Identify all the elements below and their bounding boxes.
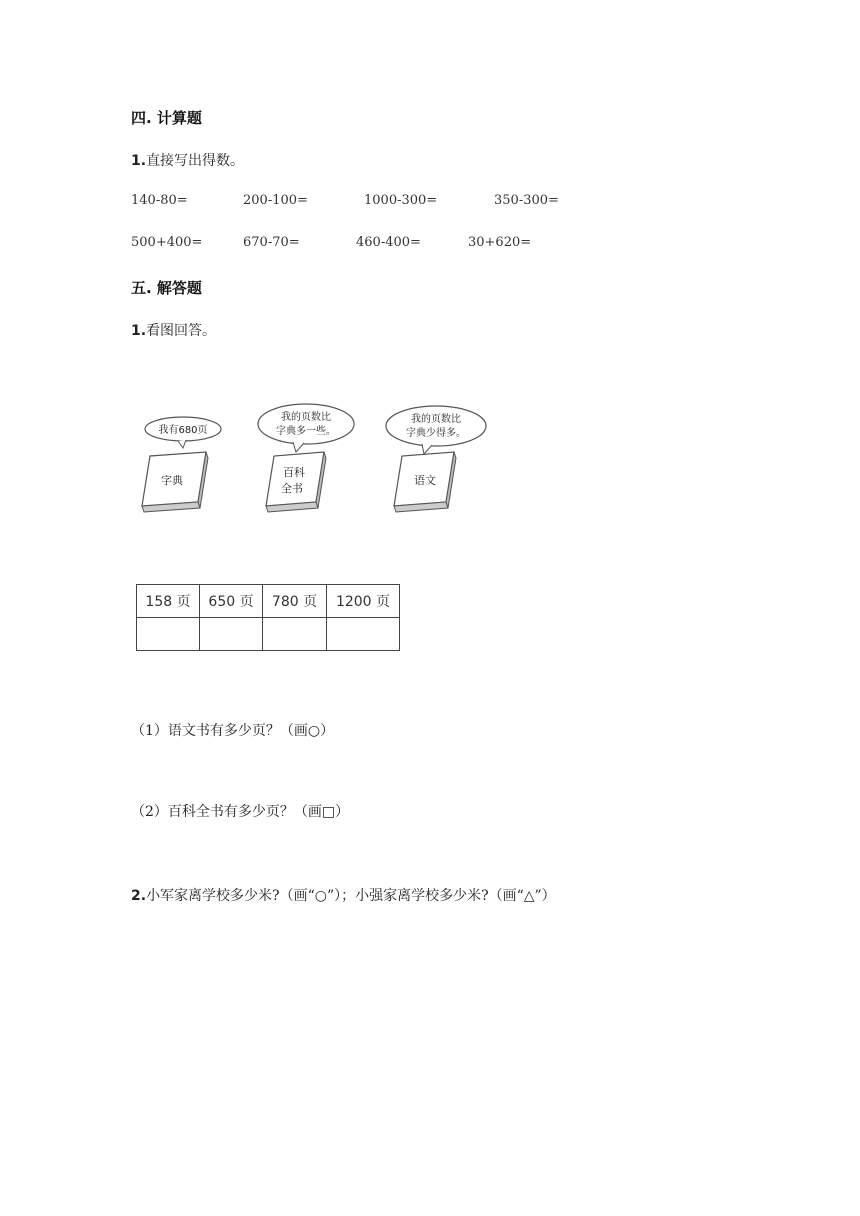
question-number: 1.	[131, 153, 147, 169]
question-text: 直接写出得数。	[146, 153, 245, 169]
table-cell: 1200 页	[327, 585, 400, 618]
question-text: 小军家离学校多少米?（画“○”）；小强家离学校多少米?（画“△”）	[146, 888, 556, 904]
sub-question-1: （1）语文书有多少页？（画○）	[131, 723, 335, 739]
table-cell: 780 页	[263, 585, 327, 618]
answer-cell[interactable]	[327, 618, 400, 651]
page-count-table	[136, 584, 400, 651]
bubble-text: 我有680页	[158, 425, 208, 436]
bubble-text: 字典多一些。	[276, 426, 336, 437]
table-cell: 158 页	[137, 585, 200, 618]
question-number: 1.	[131, 323, 147, 339]
bubble-text: 我的页数比	[411, 414, 461, 425]
sub-question-2: （2）百科全书有多少页？（画□）	[131, 804, 350, 820]
bubble-text: 我的页数比	[281, 412, 331, 423]
calc-item: 670-70=	[243, 235, 300, 250]
calc-item: 200-100=	[243, 193, 308, 208]
table-row	[137, 585, 400, 618]
book-label: 语文	[414, 474, 436, 487]
answer-cell[interactable]	[263, 618, 327, 651]
speech-bubble	[145, 417, 221, 448]
question-2-prompt	[131, 885, 556, 905]
speech-bubble	[386, 406, 486, 454]
section-5-title: 五. 解答题	[131, 279, 202, 297]
section-4-title: 四. 计算题	[131, 109, 202, 127]
answer-cell[interactable]	[137, 618, 200, 651]
calc-item: 460-400=	[356, 235, 421, 250]
book-label: 百科	[283, 466, 305, 479]
calc-item: 350-300=	[494, 193, 559, 208]
books-illustration	[128, 400, 508, 520]
chinese-book	[394, 452, 456, 512]
question-number: 2.	[131, 888, 147, 904]
dictionary-book	[142, 452, 208, 512]
encyclopedia-book	[266, 452, 326, 512]
table-row	[137, 618, 400, 651]
answer-cell[interactable]	[200, 618, 263, 651]
speech-bubble	[258, 404, 354, 452]
calc-item: 1000-300=	[364, 193, 438, 208]
question-1-prompt	[131, 320, 216, 340]
table-cell: 650 页	[200, 585, 263, 618]
question-text: 看图回答。	[146, 323, 217, 339]
calc-item: 140-80=	[131, 193, 188, 208]
calc-item: 500+400=	[131, 235, 203, 250]
book-label: 全书	[281, 482, 303, 495]
calc-item: 30+620=	[468, 235, 532, 250]
question-1-prompt	[131, 150, 244, 170]
book-label: 字典	[161, 474, 183, 487]
bubble-text: 字典少得多。	[406, 428, 466, 439]
